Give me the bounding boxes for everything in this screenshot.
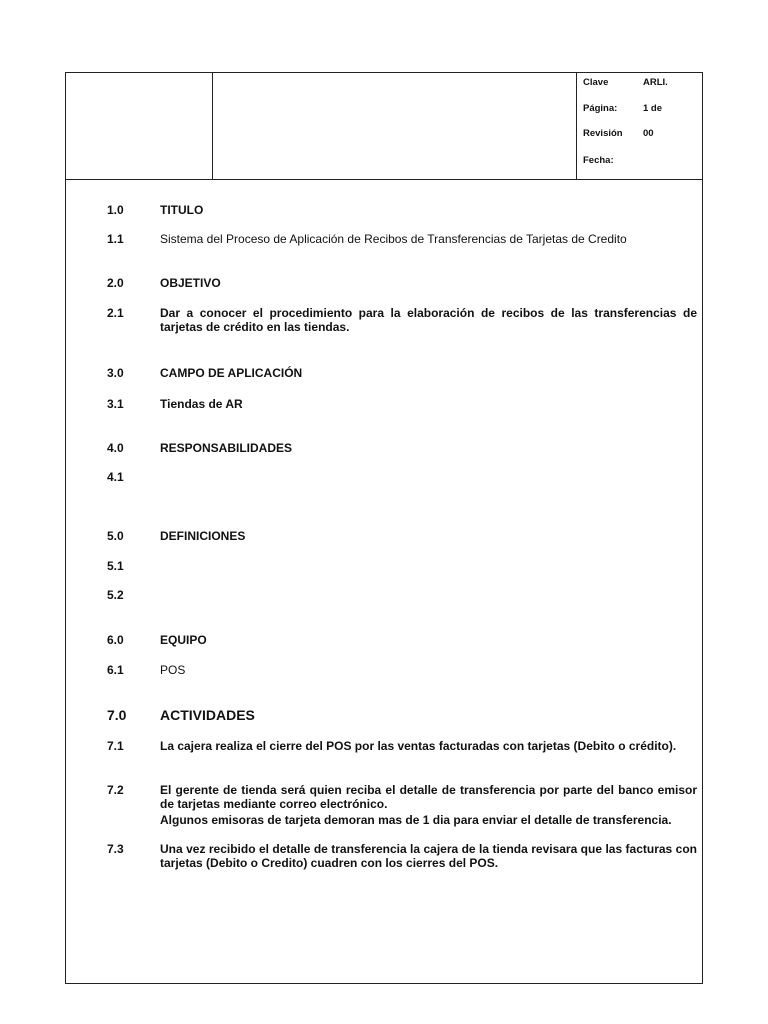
section-text: Algunos emisoras de tarjeta demoran mas de 1 dia para enviar el detalle de transferencia.: [160, 813, 672, 827]
section-number: 7.3: [107, 842, 124, 856]
section-text: Dar a conocer el procedimiento para la elaboración de recibos de las transferencias de tarjetas de crédito en las tiendas.: [160, 306, 697, 334]
section-heading: TITULO: [160, 203, 204, 217]
section-text: Sistema del Proceso de Aplicación de Recibos de Transferencias de Tarjetas de Credito: [160, 232, 627, 246]
section-number: 6.0: [107, 633, 124, 647]
header-title-cell: [213, 73, 577, 179]
section-number: 7.0: [107, 707, 127, 723]
section-number: 5.0: [107, 529, 124, 543]
section-number: 4.1: [107, 470, 124, 484]
section-text: La cajera realiza el cierre del POS por las ventas facturadas con tarjetas (Debito o crédito).: [160, 739, 677, 753]
section-heading: DEFINICIONES: [160, 529, 246, 543]
pagina-label: Página:: [583, 103, 618, 114]
clave-label: Clave: [583, 77, 609, 88]
section-number: 5.1: [107, 559, 124, 573]
revision-value: 00: [643, 128, 654, 139]
section-text: El gerente de tienda será quien reciba el detalle de transferencia por parte del banco emisor de tarjetas mediante correo electrónico.: [160, 783, 697, 811]
section-text: Una vez recibido el detalle de transferencia la cajera de la tienda revisara que las facturas con tarjetas (Debito o Credito) cuadren con los cierres del POS.: [160, 842, 697, 870]
section-heading: EQUIPO: [160, 633, 207, 647]
section-text: POS: [160, 663, 186, 677]
document-page: [65, 72, 703, 984]
section-number: 4.0: [107, 441, 124, 455]
section-heading: ACTIVIDADES: [160, 707, 255, 723]
revision-label: Revisión: [583, 128, 623, 139]
section-number: 2.1: [107, 306, 124, 320]
section-number: 7.2: [107, 783, 124, 797]
clave-value: ARLI.: [643, 77, 668, 88]
section-number: 3.1: [107, 397, 124, 411]
section-number: 3.0: [107, 366, 124, 380]
section-number: 1.0: [107, 203, 124, 217]
fecha-label: Fecha:: [583, 155, 614, 166]
section-number: 6.1: [107, 663, 124, 677]
header-logo-cell: [66, 73, 213, 179]
section-number: 1.1: [107, 232, 124, 246]
section-heading: OBJETIVO: [160, 276, 221, 290]
section-number: 2.0: [107, 276, 124, 290]
section-heading: RESPONSABILIDADES: [160, 441, 293, 455]
section-heading: CAMPO DE APLICACIÓN: [160, 366, 303, 380]
section-text: Tiendas de AR: [160, 397, 243, 411]
pagina-value: 1 de: [643, 103, 663, 114]
section-number: 5.2: [107, 588, 124, 602]
section-number: 7.1: [107, 739, 124, 753]
document-header-table: [66, 73, 702, 180]
